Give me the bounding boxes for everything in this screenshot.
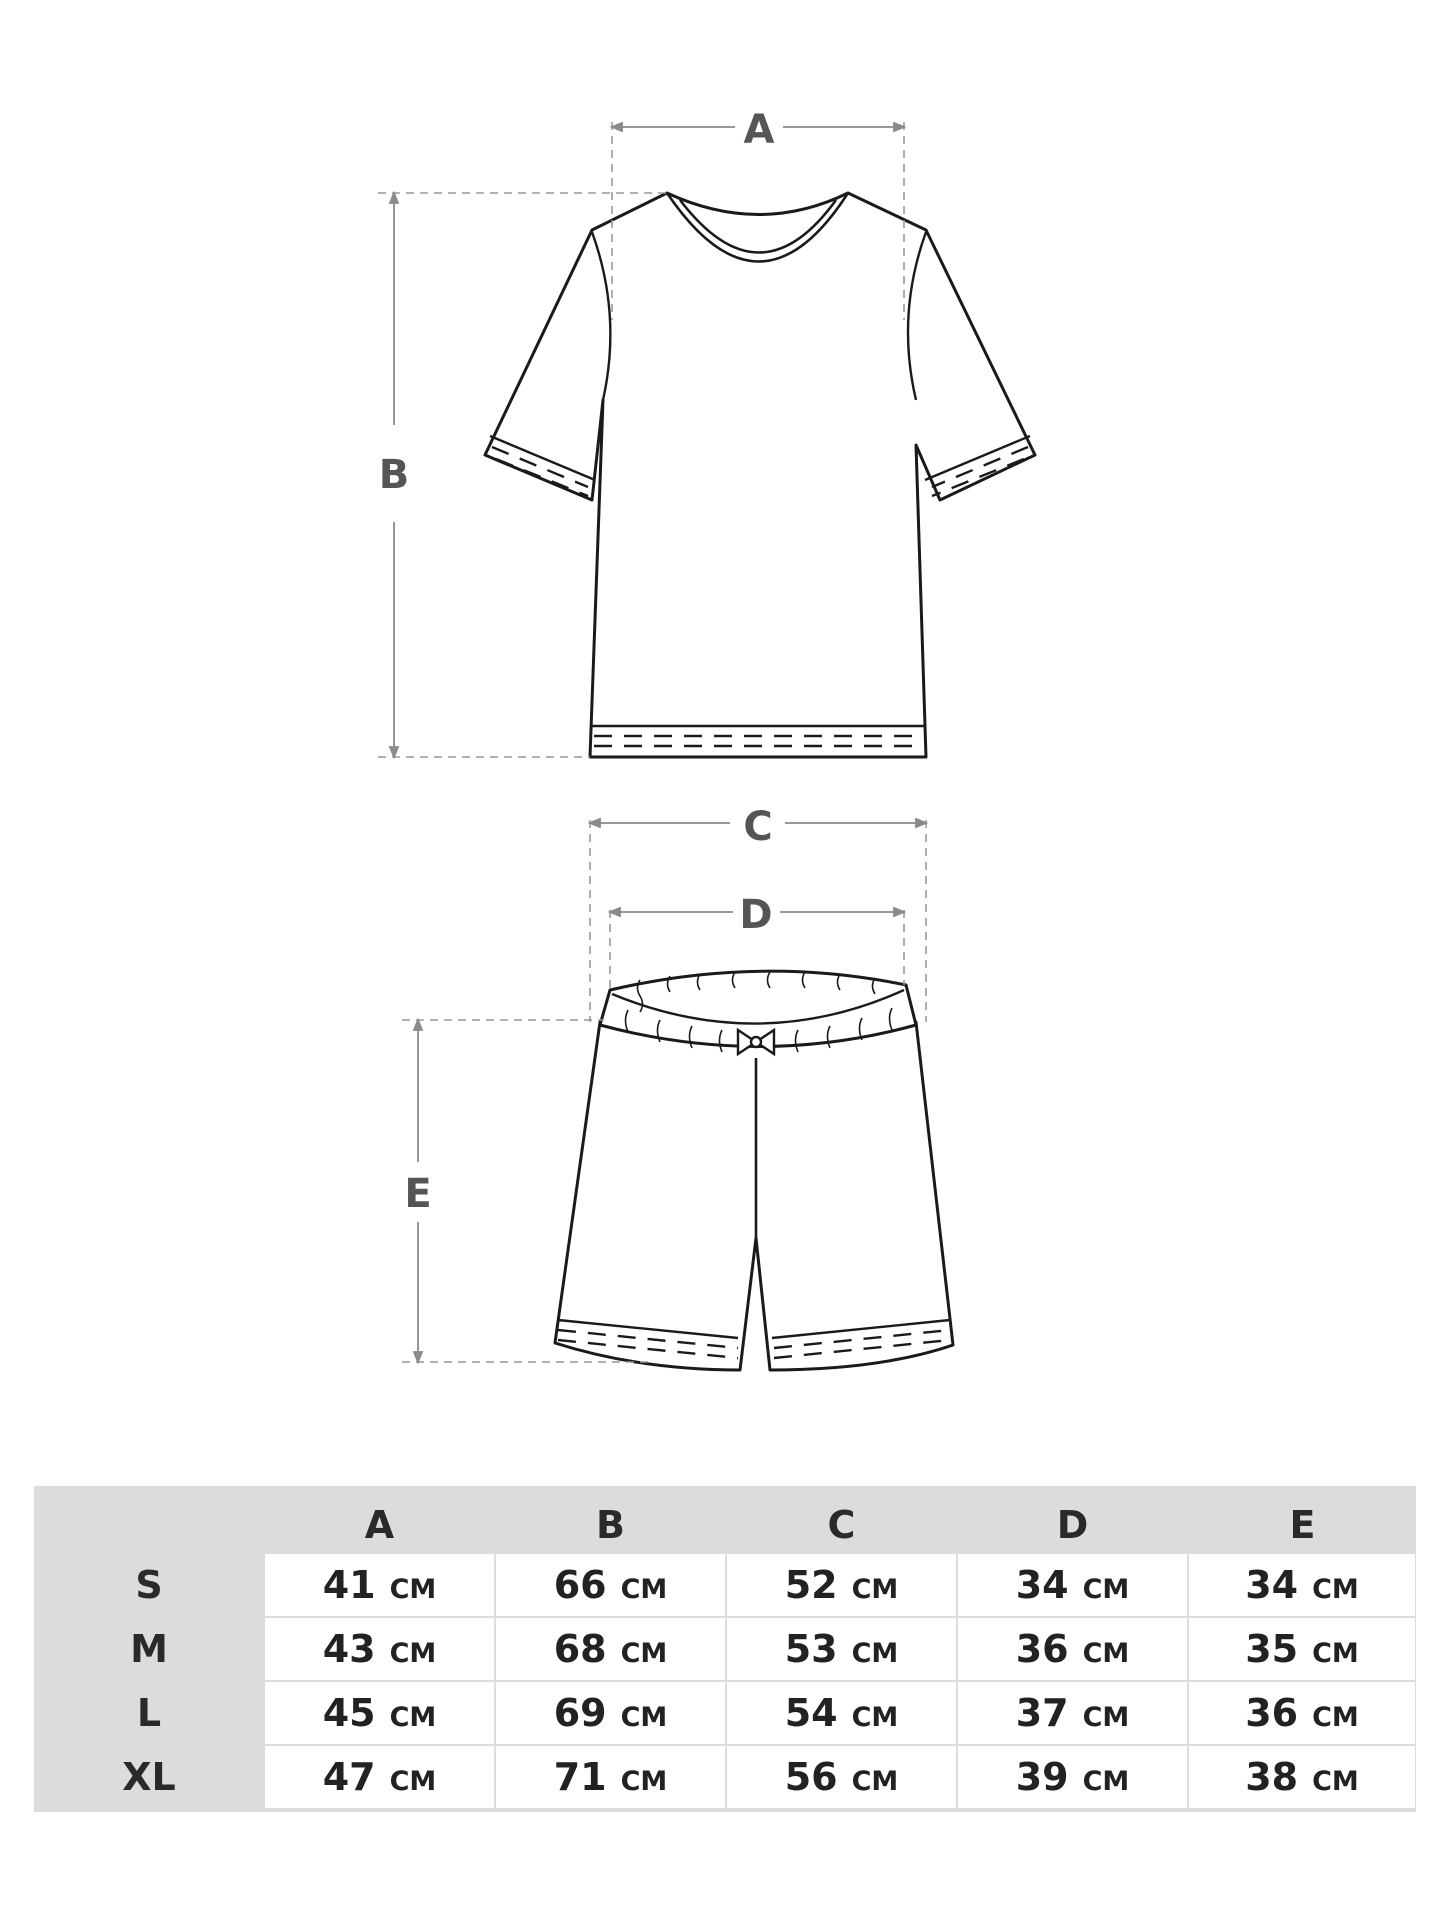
- dimension-label-d: D: [739, 892, 773, 938]
- measurement-unit: CM: [1312, 1638, 1359, 1669]
- measurement-value: 71: [553, 1755, 607, 1799]
- measurement-unit: CM: [389, 1766, 437, 1797]
- column-header-e: E: [1289, 1503, 1316, 1547]
- shorts-drawing: [555, 971, 953, 1370]
- measurement-value: 35: [1245, 1627, 1299, 1671]
- measurement-cell: [727, 1554, 956, 1616]
- measurement-cell: [958, 1554, 1187, 1616]
- measurement-unit: CM: [851, 1766, 899, 1797]
- measurement-value: 47: [322, 1755, 376, 1799]
- column-header-c: C: [827, 1503, 856, 1547]
- measurement-unit: CM: [851, 1574, 899, 1605]
- tshirt-drawing: [485, 193, 1035, 757]
- measurement-unit: CM: [1082, 1574, 1130, 1605]
- measurement-value: 68: [553, 1627, 607, 1671]
- measurement-value: 34: [1015, 1563, 1069, 1607]
- measurement-cell: [727, 1746, 956, 1808]
- measurement-value: 39: [1015, 1755, 1069, 1799]
- measurement-cell: [496, 1554, 725, 1616]
- measurement-value: 34: [1245, 1563, 1299, 1607]
- measurement-unit: CM: [1082, 1702, 1130, 1733]
- measurement-unit: CM: [620, 1638, 668, 1669]
- measurement-unit: CM: [1312, 1702, 1359, 1733]
- measurement-cell: [1189, 1554, 1415, 1616]
- measurement-cell: [958, 1746, 1187, 1808]
- measurement-value: 43: [322, 1627, 376, 1671]
- measurement-unit: CM: [389, 1574, 437, 1605]
- size-label: M: [130, 1627, 168, 1671]
- measurement-unit: CM: [389, 1638, 437, 1669]
- dimension-label-e: E: [404, 1171, 432, 1217]
- measurement-unit: CM: [851, 1638, 899, 1669]
- size-label: S: [135, 1563, 163, 1607]
- size-label: XL: [122, 1755, 176, 1799]
- measurement-value: 38: [1245, 1755, 1299, 1799]
- measurement-cell: [1189, 1618, 1415, 1680]
- measurement-value: 69: [553, 1691, 607, 1735]
- measurement-unit: CM: [620, 1766, 668, 1797]
- measurement-unit: CM: [1082, 1766, 1130, 1797]
- measurement-value: 66: [553, 1563, 607, 1607]
- measurement-cell: [727, 1682, 956, 1744]
- measurement-unit: CM: [1082, 1638, 1130, 1669]
- measurement-unit: CM: [851, 1702, 899, 1733]
- measurement-unit: CM: [1312, 1766, 1359, 1797]
- measurement-unit: CM: [1312, 1574, 1359, 1605]
- measurement-cell: [496, 1618, 725, 1680]
- measurement-value: 54: [784, 1691, 838, 1735]
- measurement-value: 36: [1245, 1691, 1299, 1735]
- measurement-value: 45: [322, 1691, 376, 1735]
- column-header-d: D: [1056, 1503, 1089, 1547]
- column-header-b: B: [596, 1503, 625, 1547]
- dimension-label-b: B: [378, 452, 410, 498]
- dimension-label-c: C: [743, 804, 773, 850]
- measurement-cell: [958, 1682, 1187, 1744]
- measurement-unit: CM: [389, 1702, 437, 1733]
- measurement-cell: [265, 1554, 494, 1616]
- measurement-cell: [265, 1746, 494, 1808]
- measurement-cell: [265, 1682, 494, 1744]
- measurement-cell: [958, 1618, 1187, 1680]
- column-header-a: A: [364, 1503, 395, 1547]
- measurement-value: 37: [1015, 1691, 1069, 1735]
- measurement-value: 36: [1015, 1627, 1069, 1671]
- measurement-cell: [1189, 1746, 1415, 1808]
- size-chart-table: [34, 1486, 1416, 1812]
- measurement-cell: [496, 1746, 725, 1808]
- measurement-value: 56: [784, 1755, 838, 1799]
- measurement-unit: CM: [620, 1702, 668, 1733]
- measurement-cell: [496, 1682, 725, 1744]
- measurement-cell: [727, 1618, 956, 1680]
- measurement-unit: CM: [620, 1574, 668, 1605]
- measurement-value: 52: [784, 1563, 838, 1607]
- dimension-label-a: A: [743, 107, 775, 153]
- size-label: L: [136, 1691, 162, 1735]
- measurement-cell: [265, 1618, 494, 1680]
- measurement-value: 41: [322, 1563, 376, 1607]
- measurement-cell: [1189, 1682, 1415, 1744]
- measurement-value: 53: [784, 1627, 838, 1671]
